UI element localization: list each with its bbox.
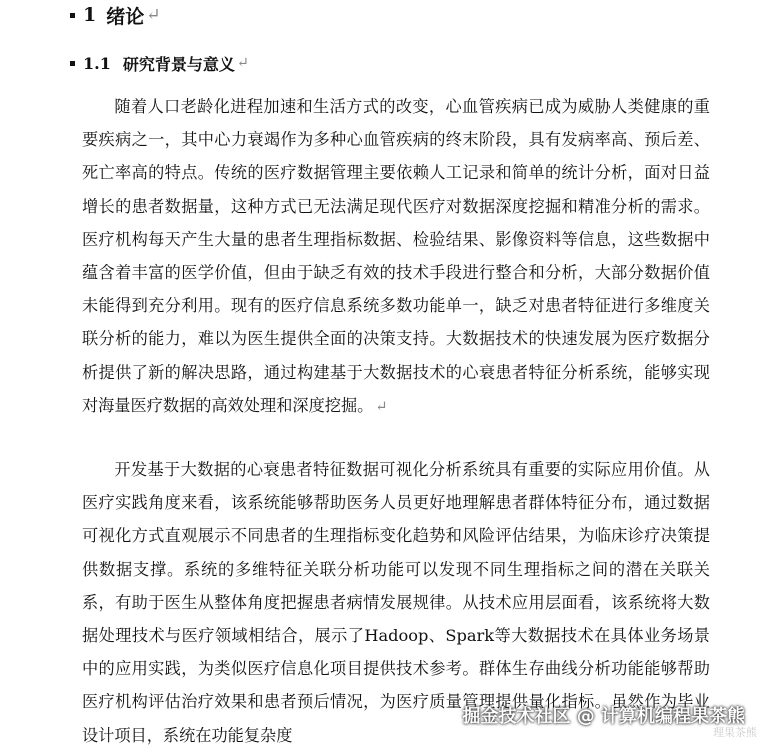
- paragraph-mark-icon: ↵: [375, 397, 388, 415]
- paragraph-mark-icon: ↵: [236, 55, 249, 71]
- body-paragraph: [82, 90, 710, 423]
- heading-bullet-marker: [70, 61, 75, 66]
- section-heading: [70, 51, 249, 75]
- chapter-title: 绪论: [106, 5, 145, 28]
- section-number: 1.1: [83, 53, 111, 73]
- chapter-number: 1: [83, 4, 97, 26]
- paragraph-text: 开发基于大数据的心衰患者特征数据可视化分析系统具有重要的实际应用价值。从医疗实践角度来看，该系统能够帮助医务人员更好地理解患者群体特征分布，通过数据可视化方式直观展示不同患者的生理指标变化趋势和风险评估结果，为临床诊疗决策提供数据支撑。系统的多维特征关联分析功能可以发现不同生理指标之间的潜在关联关系，有助于医生从整体角度把握患者病情发展规律。从技术应用层面看，该系统将大数据处理技术与医疗领域相结合，展示了Hadoop、Spark等大数据技术在具体业务场景中的应用实践，为类似医疗信息化项目提供技术参考。群体生存曲线分析功能能够帮助医疗机构评估治疗效果和患者预后情况，为医疗质量管理提供量化指标。虽然作为毕业设计项目，系统在功能复杂度: [82, 460, 710, 745]
- watermark-subtext: 理果茶熊: [713, 726, 757, 739]
- section-title: 研究背景与意义: [122, 54, 235, 74]
- chapter-heading: [70, 2, 161, 28]
- paragraph-text: 随着人口老龄化进程加速和生活方式的改变，心血管疾病已成为威胁人类健康的重要疾病之一，其中心力衰竭作为多种心血管疾病的终末阶段，具有发病率高、预后差、死亡率高的特点。传统的医疗数据管理主要依赖人工记录和简单的统计分析，面对日益增长的患者数据量，这种方式已无法满足现代医疗对数据深度挖掘和精准分析的需求。医疗机构每天产生大量的患者生理指标数据、检验结果、影像资料等信息，这些数据中蕴含着丰富的医学价值，但由于缺乏有效的技术手段进行整合和分析，大部分数据价值未能得到充分利用。现有的医疗信息系统多数功能单一，缺乏对患者特征进行多维度关联分析的能力，难以为医生提供全面的决策支持。大数据技术的快速发展为医疗数据分析提供了新的解决思路，通过构建基于大数据技术的心衰患者特征分析系统，能够实现对海量医疗数据的高效处理和深度挖掘。: [82, 97, 710, 415]
- heading-bullet-marker: [70, 13, 75, 18]
- watermark-text: 掘金技术社区 @ 计算机编程果茶熊: [462, 706, 745, 727]
- paragraph-mark-icon: ↵: [146, 5, 161, 25]
